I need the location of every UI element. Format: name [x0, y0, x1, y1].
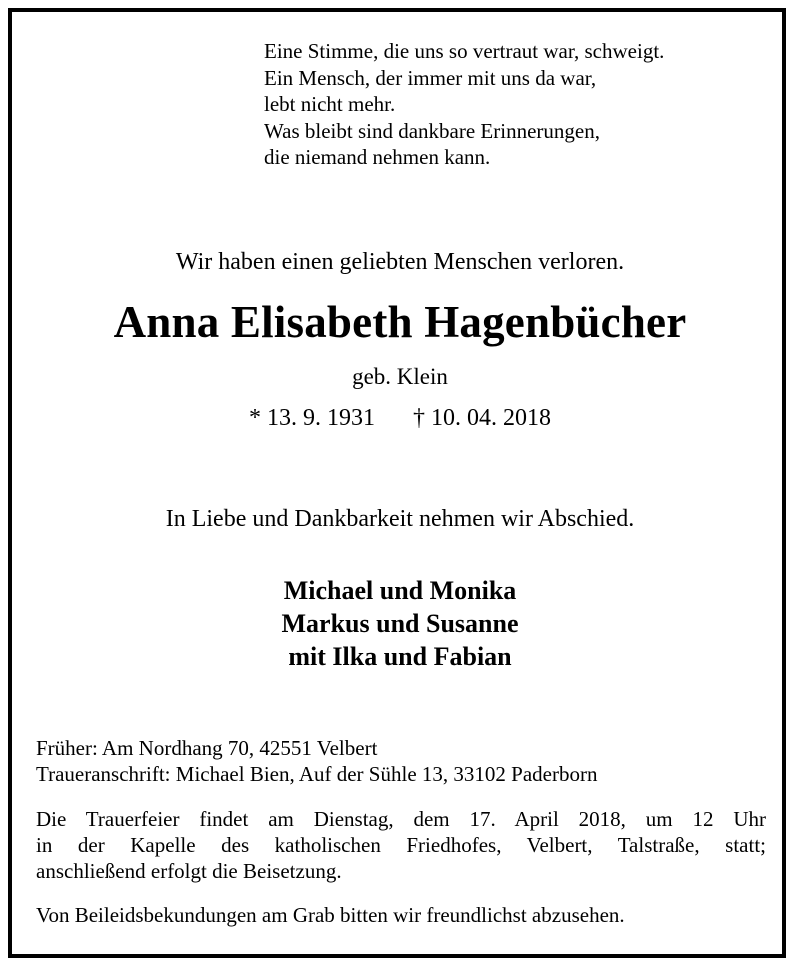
poem-line: die niemand nehmen kann.: [264, 145, 491, 169]
deceased-name: Anna Elisabeth Hagenbücher: [113, 297, 687, 347]
intro-text: Wir haben einen geliebten Menschen verloren.: [175, 249, 625, 275]
mourners-list: [0, 574, 800, 673]
mourning-address: Traueranschrift: Michael Bien, Auf der Sühle 13, 33102 Paderborn: [36, 762, 598, 786]
poem-line: Was bleibt sind dankbare Erinnerungen,: [264, 118, 600, 143]
maiden-name: geb. Klein: [352, 364, 448, 389]
farewell-text: In Liebe und Dankbarkeit nehmen wir Abschied.: [165, 506, 635, 532]
poem-line: Ein Mensch, der immer mit uns da war,: [264, 65, 597, 90]
ceremony-line: anschließend erfolgt die Beisetzung.: [36, 859, 342, 883]
ceremony-line: in der Kapelle des katholischen Friedhofes, Velbert, Talstraße, statt;: [36, 833, 766, 857]
ceremony-line: Die Trauerfeier findet am Dienstag, dem 17. April 2018, um 12 Uhr: [36, 807, 766, 831]
birth-date: * 13. 9. 1931: [249, 405, 375, 431]
life-dates: [0, 405, 800, 432]
condolence-note: Von Beileidsbekundungen am Grab bitten wir freundlichst abzusehen.: [36, 903, 625, 927]
mourner-line: mit Ilka und Fabian: [288, 642, 512, 671]
memorial-poem: [264, 38, 664, 171]
poem-line: Eine Stimme, die uns so vertraut war, schweigt.: [264, 39, 665, 63]
address-block: [36, 735, 766, 787]
ceremony-info: [36, 806, 766, 884]
mourner-line: Michael und Monika: [283, 576, 517, 605]
poem-line: lebt nicht mehr.: [264, 92, 396, 116]
mourner-line: Markus und Susanne: [281, 609, 519, 638]
former-address: Früher: Am Nordhang 70, 42551 Velbert: [36, 736, 378, 760]
death-date: † 10. 04. 2018: [413, 405, 551, 431]
